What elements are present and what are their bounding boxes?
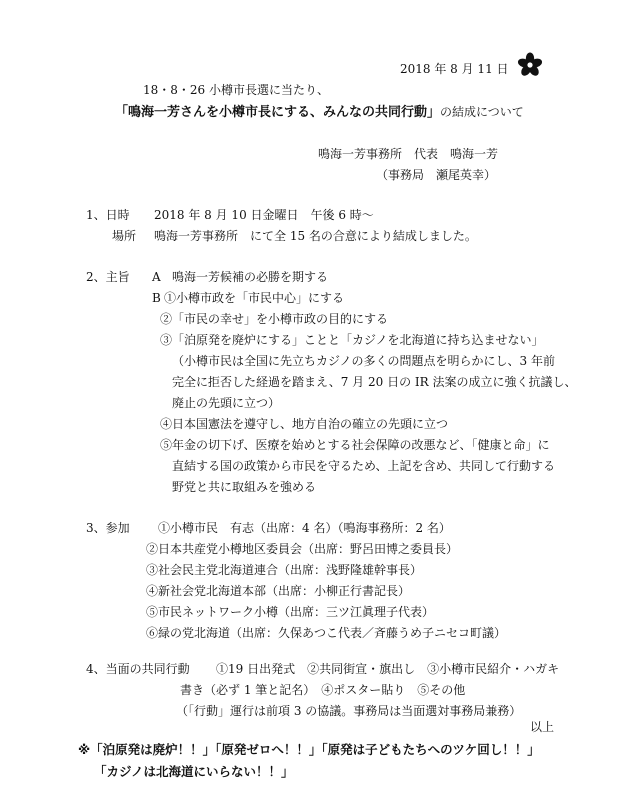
section2-item: ②「市民の幸せ」を小樽市政の目的にする	[160, 312, 389, 326]
closing-mark: 以上	[530, 720, 555, 734]
section4-label: 4、当面の共同行動	[86, 662, 190, 676]
section3-label: 3、参加	[86, 521, 130, 535]
section2-item: ①小樽市政を「市民中心」にする	[164, 291, 345, 305]
document-date: 2018 年 8 月 11 日	[400, 62, 509, 76]
participant-item: ⑤市民ネットワーク小樽（出席：三ツ江眞理子代表）	[146, 605, 435, 619]
section1-label: 1、日時	[86, 208, 130, 222]
heading-suffix: の結成について	[440, 105, 524, 119]
slogan-line2: 「カジノは北海道にいらない！！」	[94, 764, 294, 779]
section1-place-label: 場所	[112, 229, 137, 243]
participant-item: ②日本共産党小樽地区委員会（出席：野呂田博之委員長）	[146, 542, 459, 556]
heading-line2	[115, 104, 524, 121]
heading-line1: 18・8・26 小樽市長選に当たり、	[143, 83, 329, 97]
section2-item: ④日本国憲法を遵守し、地方自治の確立の先頭に立つ	[160, 417, 449, 431]
section4-line2: 書き（必ず 1 筆と記名） ④ポスター貼り ⑤その他	[180, 683, 466, 697]
section2-note: 完全に拒否した経過を踏まえ、7 月 20 日の IR 法案の成立に強く抗議し、	[172, 375, 577, 389]
action-title: 「鳴海一芳さんを小樽市長にする、みんなの共同行動」	[115, 105, 441, 120]
cherry-blossom-icon	[517, 52, 543, 78]
sender-line1: 鳴海一芳事務所 代表 鳴海一芳	[318, 147, 499, 161]
section2-b-label: B	[152, 291, 161, 305]
section4-line1: ①19 日出発式 ②共同街宣・旗出し ③小樽市民紹介・ハガキ	[216, 662, 560, 676]
section2-item: 直結する国の政策から市民を守るため、上記を含め、共同して行動する	[172, 459, 556, 473]
section2-a-label: A	[152, 270, 161, 284]
section2-item: 野党と共に取組みを強める	[172, 480, 317, 494]
section4-line3: （「行動」運行は前項 3 の協議。事務局は当面選対事務局兼務）	[176, 704, 522, 718]
section2-a-text: 鳴海一芳候補の必勝を期する	[172, 270, 329, 284]
slogan-line1: ※「泊原発は廃炉！！」「原発ゼロへ！！」「原発は子どもたちへのツケ回し！！」	[78, 742, 540, 757]
participant-item: ③社会民主党北海道連合（出席：浅野隆雄幹事長）	[146, 563, 423, 577]
section2-note: （小樽市民は全国に先立ちカジノの多くの問題点を明らかにし、3 年前	[172, 354, 555, 368]
section2-label: 2、主旨	[86, 270, 130, 284]
section1-place: 鳴海一芳事務所 にて全 15 名の合意により結成しました。	[154, 229, 477, 243]
section2-item: ③「泊原発を廃炉にする」ことと「カジノを北海道に持ち込ませない」	[160, 333, 544, 347]
section2-item: ⑤年金の切下げ、医療を始めとする社会保障の改悪など、「健康と命」に	[160, 438, 550, 452]
section2-note: 廃止の先頭に立つ）	[172, 396, 281, 410]
participant-item: ①小樽市民 有志（出席：4 名）（鳴海事務所：2 名）	[158, 521, 451, 535]
participant-item: ⑥緑の党北海道（出席：久保あつこ代表／斉藤うめ子ニセコ町議）	[146, 626, 507, 640]
sender-line2: （事務局 瀬尾英幸）	[376, 168, 497, 182]
participant-item: ④新社会党北海道本部（出席：小柳正行書記長）	[146, 584, 411, 598]
section1-date: 2018 年 8 月 10 日金曜日 午後 6 時～	[154, 208, 374, 222]
